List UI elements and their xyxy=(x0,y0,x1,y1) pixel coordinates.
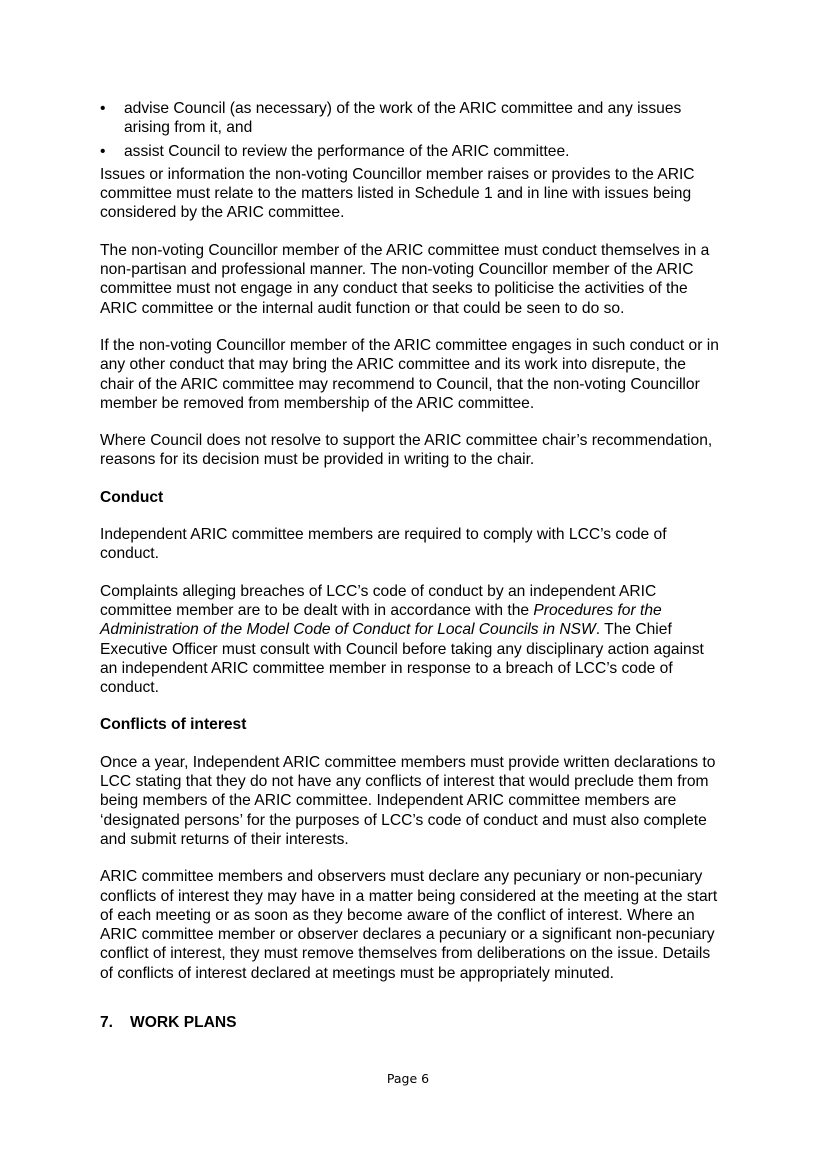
paragraph-conduct-compliance: Independent ARIC committee members are required to comply with LCC’s code of conduct. xyxy=(100,526,667,563)
paragraph-councillor-issues: Issues or information the non-voting Councillor member raises or provides to the ARIC committee must relate to the matters listed in Schedule 1 and in line with issues being considered by the ARIC committee. xyxy=(100,165,695,222)
paragraph-councillor-conduct: The non-voting Councillor member of the ARIC committee must conduct themselves in a non-partisan and professional manner. The non-voting Councillor member of the ARIC committee must not engage in any conduct that seeks to politicise the activities of the ARIC committee or the internal audit function or that could be seen to do so. xyxy=(100,241,710,317)
paragraph-annual-declarations: Once a year, Independent ARIC committee members must provide written declarations to LCC stating that they do not have any conflicts of interest that would preclude them from being members of the ARIC committee. Independent ARIC committee members are ‘designated persons’ for the purposes of LCC’s code of conduct and must also complete and submit returns of their interests. xyxy=(100,753,716,848)
procedures-title: Procedures for the Administration of the Model Code of Conduct for Local Councils in NSW xyxy=(100,601,662,639)
complaints-text-start: Complaints alleging breaches of LCC’s code of conduct by an independent ARIC committee member are to be dealt with in accordance with the xyxy=(100,582,657,619)
paragraph-councillor-removal: If the non-voting Councillor member of the ARIC committee engages in such conduct or in any other conduct that may bring the ARIC committee and its work into disrepute, the chair of the ARIC committee may recommend to Council, that the non-voting Councillor member be removed from membership of the ARIC committee. xyxy=(100,336,719,412)
paragraph-meeting-declarations: ARIC committee members and observers must declare any pecuniary or non-pecuniary conflicts of interest they may have in a matter being considered at the meeting at the start of each meeting or as soon as they become aware of the conflict of interest. Where an ARIC committee member or observer declares a pecuniary or a significant non-pecuniary conflict of interest, they must remove themselves from deliberations on the issue. Details of conflicts of interest declared at meetings must be appropriately minuted. xyxy=(100,868,718,982)
list-item-text: advise Council (as necessary) of the work of the ARIC committee and any issues arising from it, and xyxy=(124,100,682,137)
complaints-text-end: . The Chief Executive Officer must consult with Council before taking any disciplinary action against an independent ARIC committee member in response to a breach of LCC’s code of conduct. xyxy=(100,621,704,697)
heading-conduct: Conduct xyxy=(100,488,164,506)
paragraph-conduct-complaints xyxy=(100,582,722,698)
heading-conflicts-of-interest: Conflicts of interest xyxy=(100,716,247,734)
list-item xyxy=(100,142,722,161)
bullet-icon: • xyxy=(100,142,106,160)
list-item-text: assist Council to review the performance of the ARIC committee. xyxy=(124,142,570,160)
list-item xyxy=(100,99,722,138)
page-number: Page 6 xyxy=(386,1071,430,1086)
section-title: WORK PLANS xyxy=(130,1013,237,1031)
bullet-list xyxy=(100,99,722,161)
bullet-icon: • xyxy=(100,100,106,117)
section-number: 7. xyxy=(100,1013,114,1031)
page-body xyxy=(100,99,722,1032)
section-heading-work-plans xyxy=(100,1013,722,1032)
paragraph-council-resolution: Where Council does not resolve to support the ARIC committee chair’s recommendation, reasons for its decision must be provided in writing to the chair. xyxy=(100,432,713,469)
